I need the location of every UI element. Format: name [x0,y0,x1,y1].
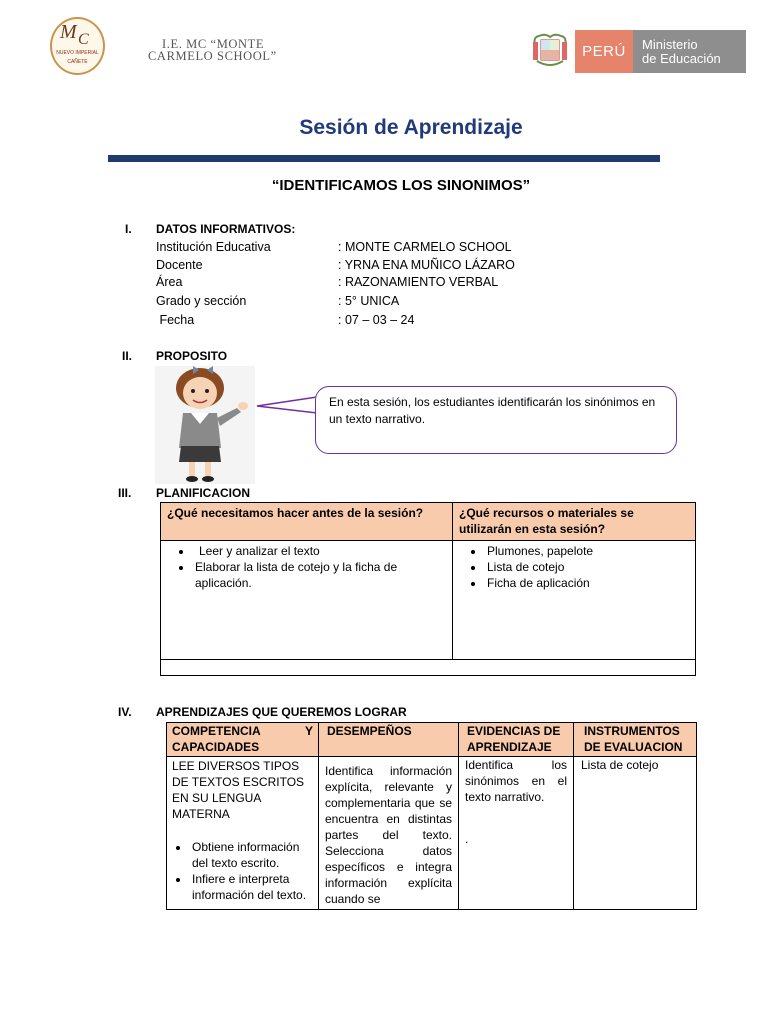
planning-before-item: • Leer y analizar el texto [193,543,452,559]
learning-competence-cell [167,757,319,910]
school-name-line-2: CARMELO SCHOOL” [148,49,277,63]
purpose-text: En esta sesión, los estudiantes identificarán los sinónimos en un texto narrativo. [329,395,656,426]
learning-evidence-cell [459,757,574,910]
ministry-line-2: de Educación [642,51,721,66]
info-label-area: Área [156,275,183,289]
planning-before-cell [161,541,453,660]
info-value-area: : RAZONAMIENTO VERBAL [338,275,499,289]
planning-before-item: • Elaborar la lista de cotejo y la ficha de aplicación. [193,559,452,591]
info-label-institution: Institución Educativa [156,240,271,254]
learning-performance-cell [319,757,459,910]
section-2-number: II. [122,349,133,363]
learning-header-evidence: EVIDENCIAS DE APRENDIZAJE [459,723,574,757]
capacity-item: • Obtiene información del texto escrito. [190,839,313,871]
logo-line-2: CAÑETE [67,59,88,65]
national-seal-icon [529,31,571,71]
logo-initial-m: M [60,21,77,43]
learning-header-instruments: INSTRUMENTOS DE EVALUACION [574,723,697,757]
info-value-grade: : 5° UNICA [338,294,400,308]
planning-empty-row [161,660,696,676]
school-logo [50,17,105,75]
learning-header-competence-line-1: COMPETENCIA Y [172,724,313,738]
info-value-institution: : MONTE CARMELO SCHOOL [338,240,512,254]
info-value-teacher: : YRNA ENA MUÑICO LÁZARO [338,258,515,272]
logo-initial-c: C [78,31,89,48]
learning-instrument-cell: Lista de cotejo [574,757,697,910]
competence-text: LEE DIVERSOS TIPOS DE TEXTOS ESCRITOS EN SU LENGUA MATERNA [172,759,305,821]
evidence-text: Identifica los sinónimos en el texto narrativo. [465,758,567,804]
performance-text: Identifica información explícita, relevante y complementaria que se encuentra en distintas partes del texto. Selecciona datos específicos e integra información explícita cuando se [325,764,452,906]
speech-bubble-tail-icon [255,395,319,417]
session-subtitle: “IDENTIFICAMOS LOS SINONIMOS” [271,177,531,194]
planning-header-before: ¿Qué necesitamos hacer antes de la sesión? [161,503,453,541]
school-name [148,38,277,62]
learning-header-performance: DESEMPEÑOS [319,723,459,757]
planning-resources-cell [453,541,696,660]
ministry-line-1: Ministerio [642,37,698,52]
section-2-heading: PROPOSITO [156,349,228,363]
section-1-number: I. [125,222,132,236]
learning-header-competence [167,723,319,757]
peru-brand: PERÚ [575,30,633,73]
logo-line-1: NUEVO IMPERIAL [56,50,99,56]
teacher-illustration-icon [155,366,255,484]
info-label-teacher: Docente [156,258,203,272]
learning-header-competence-line-2: CAPACIDADES [172,740,260,754]
planning-header-resources: ¿Qué recursos o materiales se utilizarán en esta sesión? [453,503,696,541]
planning-resource-item: • Ficha de aplicación [485,575,695,591]
section-3-number: III. [118,486,132,500]
planning-table [160,502,696,676]
school-name-line-1: I.E. MC “MONTE [162,37,265,51]
page-title: Sesión de Aprendizaje [299,116,523,139]
section-4-number: IV. [118,705,132,719]
info-value-date: : 07 – 03 – 24 [338,313,415,327]
planning-resource-item: • Plumones, papelote [485,543,695,559]
evidence-extra: . [465,832,469,846]
section-4-heading: APRENDIZAJES QUE QUEREMOS LOGRAR [156,705,407,719]
capacity-item: • Infiere e interpreta información del texto. [190,871,313,903]
info-label-date: Fecha [156,313,195,327]
ministry-brand [633,30,746,73]
info-label-grade: Grado y sección [156,294,247,308]
planning-resource-item: • Lista de cotejo [485,559,695,575]
section-3-heading: PLANIFICACION [156,486,250,500]
title-rule [108,155,660,162]
section-1-heading: DATOS INFORMATIVOS: [156,222,296,236]
learning-table [166,722,697,910]
